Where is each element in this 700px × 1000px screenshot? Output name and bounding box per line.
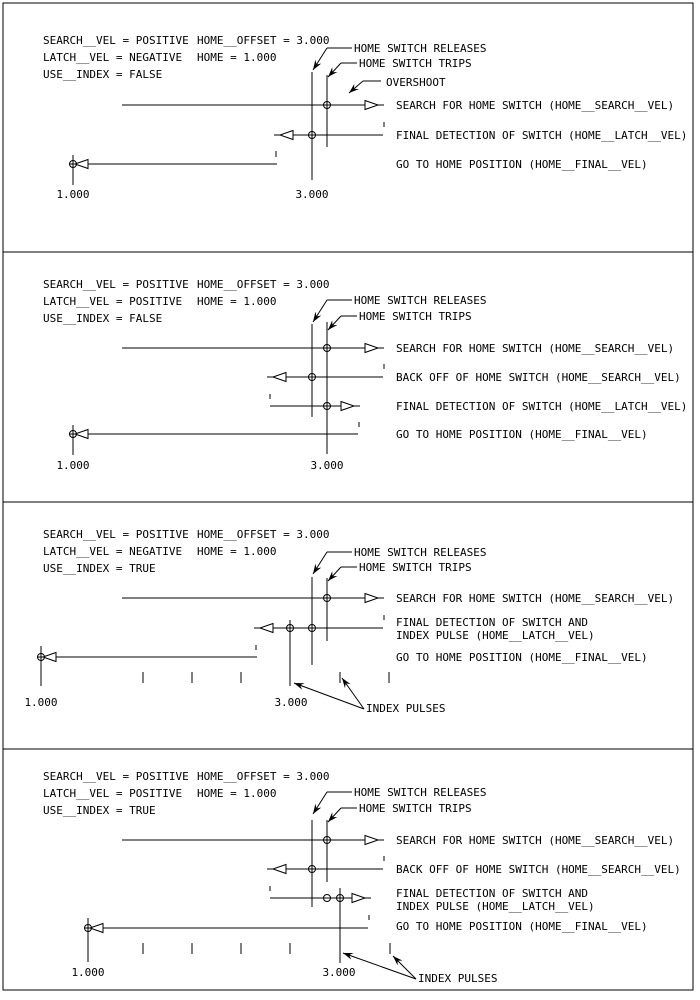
callout-trips-label: HOME SWITCH TRIPS [359,57,472,70]
motion-search [122,834,674,847]
step-label-line2: INDEX PULSE (HOME__LATCH__VEL) [396,629,595,642]
param-home-offset: HOME__OFFSET = 3.000 [197,770,330,783]
leader-arrow [349,81,363,93]
param-latch-vel: LATCH__VEL = POSITIVE [43,295,183,308]
motion-final-detect [274,122,687,142]
callout-trips [328,802,472,822]
axis-home-label: 1.000 [56,188,90,201]
callout-index-pulses-label: INDEX PULSES [418,972,498,985]
index-pulse-ticks [143,943,390,954]
callout-index-pulses [343,953,497,985]
left-arrow-icon [267,865,286,874]
motion-search [122,99,674,112]
step-label: BACK OFF OF HOME SWITCH (HOME__SEARCH__VEL) [396,863,681,876]
panel-4 [43,770,681,985]
right-arrow-icon [365,344,384,353]
leader-arrow [313,792,327,814]
motion-back-off [267,856,681,876]
axis-offset-label: 3.000 [274,696,308,709]
param-latch-vel: LATCH__VEL = NEGATIVE [43,545,183,558]
step-label: SEARCH FOR HOME SWITCH (HOME__SEARCH__VEL) [396,592,675,605]
param-use-index: USE__INDEX = TRUE [43,562,156,575]
step-label-line2: INDEX PULSE (HOME__LATCH__VEL) [396,900,595,913]
motion-go-home [69,422,648,441]
left-arrow-icon [274,131,293,140]
param-home: HOME = 1.000 [197,545,277,558]
index-pulse-ticks [143,672,389,683]
param-search-vel: SEARCH__VEL = POSITIVE [43,528,189,541]
leader-arrow [342,678,364,709]
right-arrow-icon [352,894,371,903]
leader-arrow [313,552,327,574]
leader-arrow [393,956,416,979]
axis-home-label: 1.000 [24,696,58,709]
panel-1 [43,34,687,201]
callout-trips [328,310,472,330]
param-search-vel: SEARCH__VEL = POSITIVE [43,278,189,291]
leader-arrow [313,48,327,70]
right-arrow-icon [365,594,384,603]
motion-final-detect [270,394,687,413]
axis-home-label: 1.000 [56,459,90,472]
callout-trips-label: HOME SWITCH TRIPS [359,802,472,815]
axis-offset-label: 3.000 [322,966,356,979]
motion-search [122,342,674,355]
step-label: SEARCH FOR HOME SWITCH (HOME__SEARCH__VEL) [396,99,675,112]
motion-go-home [69,151,648,171]
step-label: FINAL DETECTION OF SWITCH (HOME__LATCH__VEL) [396,129,688,142]
step-label: GO TO HOME POSITION (HOME__FINAL__VEL) [396,651,648,664]
param-home: HOME = 1.000 [197,295,277,308]
callout-trips-label: HOME SWITCH TRIPS [359,561,472,574]
step-label: SEARCH FOR HOME SWITCH (HOME__SEARCH__VEL) [396,342,675,355]
step-label: FINAL DETECTION OF SWITCH (HOME__LATCH__VEL) [396,400,688,413]
callout-releases-label: HOME SWITCH RELEASES [354,546,487,559]
param-use-index: USE__INDEX = TRUE [43,804,156,817]
right-arrow-icon [365,101,384,110]
motion-final-detect-index [270,886,595,913]
step-label: SEARCH FOR HOME SWITCH (HOME__SEARCH__VEL) [396,834,675,847]
callout-releases-label: HOME SWITCH RELEASES [354,294,487,307]
callout-index-pulses [294,678,445,715]
right-arrow-icon [341,402,360,411]
step-label-line1: FINAL DETECTION OF SWITCH AND [396,616,589,629]
param-home-offset: HOME__OFFSET = 3.000 [197,528,330,541]
right-arrow-icon [365,836,384,845]
leader-arrow [328,567,341,581]
left-arrow-icon [254,624,273,633]
motion-go-home [37,645,648,664]
axis-offset-label: 3.000 [310,459,344,472]
param-home: HOME = 1.000 [197,787,277,800]
param-use-index: USE__INDEX = FALSE [43,312,163,325]
callout-releases-label: HOME SWITCH RELEASES [354,42,487,55]
param-home-offset: HOME__OFFSET = 3.000 [197,278,330,291]
leader-arrow [328,316,341,330]
callout-trips-label: HOME SWITCH TRIPS [359,310,472,323]
motion-go-home [84,915,648,933]
param-home: HOME = 1.000 [197,51,277,64]
leader-arrow [328,63,341,77]
callout-trips [328,57,472,77]
callout-releases-label: HOME SWITCH RELEASES [354,786,487,799]
motion-search [122,592,674,605]
panel-2 [43,278,687,472]
left-arrow-icon [267,373,286,382]
step-label: GO TO HOME POSITION (HOME__FINAL__VEL) [396,158,648,171]
leader-arrow [328,808,341,822]
axis-home-label: 1.000 [71,966,105,979]
leader-arrow [313,300,327,322]
callout-index-pulses-label: INDEX PULSES [366,702,446,715]
param-search-vel: SEARCH__VEL = POSITIVE [43,770,189,783]
panel-3 [24,528,674,715]
callout-overshoot [349,76,446,93]
axis-offset-label: 3.000 [295,188,329,201]
step-label-line1: FINAL DETECTION OF SWITCH AND [396,887,589,900]
callout-trips [328,561,472,581]
motion-final-detect-index [254,615,595,642]
step-label: GO TO HOME POSITION (HOME__FINAL__VEL) [396,428,648,441]
param-latch-vel: LATCH__VEL = NEGATIVE [43,51,183,64]
param-home-offset: HOME__OFFSET = 3.000 [197,34,330,47]
param-latch-vel: LATCH__VEL = POSITIVE [43,787,183,800]
param-use-index: USE__INDEX = FALSE [43,68,163,81]
callout-overshoot-label: OVERSHOOT [386,76,446,89]
step-label: BACK OFF OF HOME SWITCH (HOME__SEARCH__VEL) [396,371,681,384]
param-search-vel: SEARCH__VEL = POSITIVE [43,34,189,47]
step-label: GO TO HOME POSITION (HOME__FINAL__VEL) [396,920,648,933]
motion-back-off [267,364,681,384]
